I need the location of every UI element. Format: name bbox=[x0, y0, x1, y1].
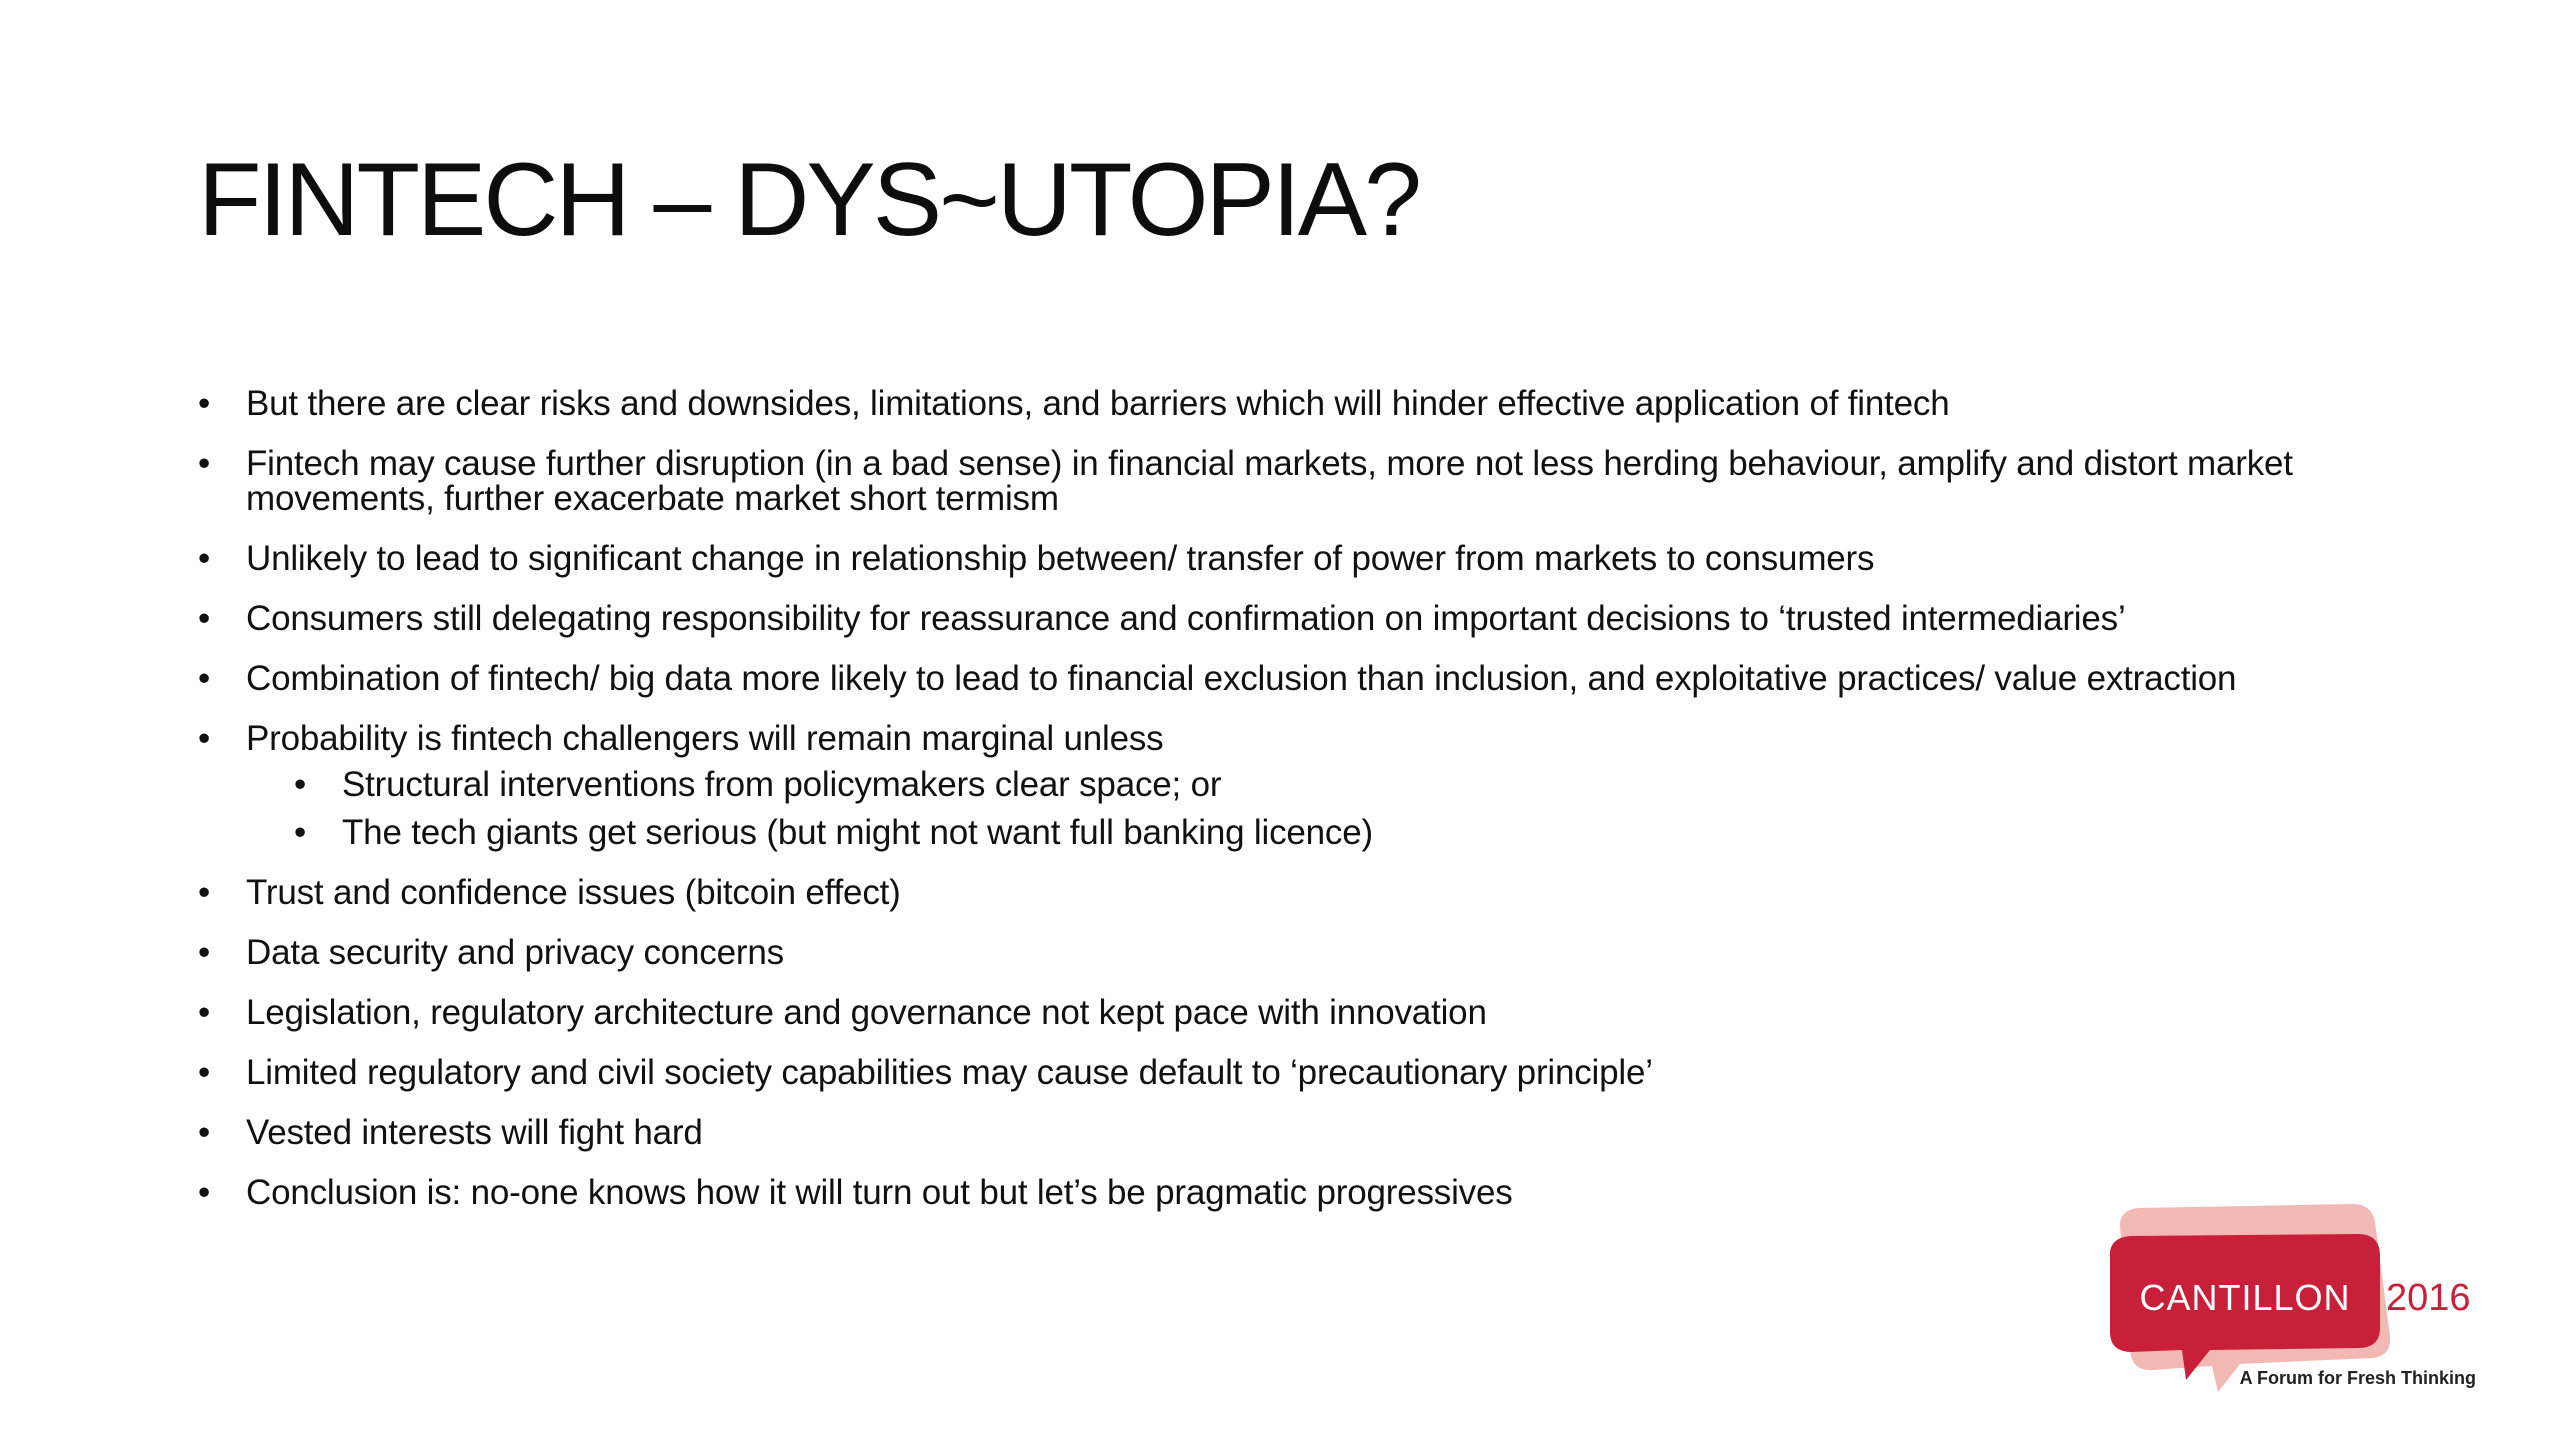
bullet-text: Limited regulatory and civil society capabilities may cause default to ‘precautionary principle’ bbox=[246, 1053, 1653, 1092]
bullet-text: Consumers still delegating responsibility for reassurance and confirmation on important decisions to ‘trusted intermediaries’ bbox=[246, 599, 2126, 638]
bullet-item bbox=[198, 446, 2358, 516]
logo-name: CANTILLON bbox=[2139, 1277, 2351, 1318]
cantillon-logo bbox=[2090, 1196, 2490, 1406]
bullet-text: Vested interests will fight hard bbox=[246, 1113, 703, 1152]
bullet-item bbox=[198, 995, 2358, 1030]
bullet-text: But there are clear risks and downsides, limitations, and barriers which will hinder effective application of fintech bbox=[246, 384, 1950, 423]
bullet-item bbox=[198, 1115, 2358, 1150]
sub-bullet-item: • The tech giants get serious (but might not want full banking licence) bbox=[294, 815, 2358, 850]
bullet-item bbox=[198, 935, 2358, 970]
sub-bullet-item: • Structural interventions from policymakers clear space; or bbox=[294, 767, 2358, 802]
bullet-item bbox=[198, 721, 2358, 850]
logo-tagline: A Forum for Fresh Thinking bbox=[2239, 1368, 2476, 1388]
logo-year: 2016 bbox=[2386, 1277, 2471, 1319]
bullet-text: Unlikely to lead to significant change in relationship between/ transfer of power from markets to consumers bbox=[246, 539, 1875, 578]
bullet-text: Fintech may cause further disruption (in a bad sense) in financial markets, more not less herding behaviour, amplify and distort market movements, further exacerbate market short termism bbox=[246, 444, 2293, 518]
sub-bullet-list bbox=[246, 767, 2358, 850]
bullet-text: Combination of fintech/ big data more likely to lead to financial exclusion than inclusion, and exploitative practices/ value extraction bbox=[246, 659, 2237, 698]
bullet-item bbox=[198, 875, 2358, 910]
bullet-text: Legislation, regulatory architecture and governance not kept pace with innovation bbox=[246, 993, 1487, 1032]
slide-title: FINTECH – DYS~UTOPIA? bbox=[198, 142, 1419, 258]
bullet-item bbox=[198, 386, 2358, 421]
bullet-item bbox=[198, 541, 2358, 576]
logo-graphic bbox=[2090, 1196, 2490, 1406]
bullet-text: Trust and confidence issues (bitcoin effect) bbox=[246, 873, 901, 912]
bullet-item bbox=[198, 601, 2358, 636]
bullet-text: Probability is fintech challengers will remain marginal unless bbox=[246, 719, 1164, 758]
bullet-text: Data security and privacy concerns bbox=[246, 933, 784, 972]
bullet-text: Conclusion is: no-one knows how it will turn out but let’s be pragmatic progressives bbox=[246, 1173, 1513, 1212]
bullet-list bbox=[198, 386, 2358, 1235]
bullet-item bbox=[198, 1055, 2358, 1090]
bullet-item bbox=[198, 661, 2358, 696]
bullet-item bbox=[198, 1175, 2358, 1210]
